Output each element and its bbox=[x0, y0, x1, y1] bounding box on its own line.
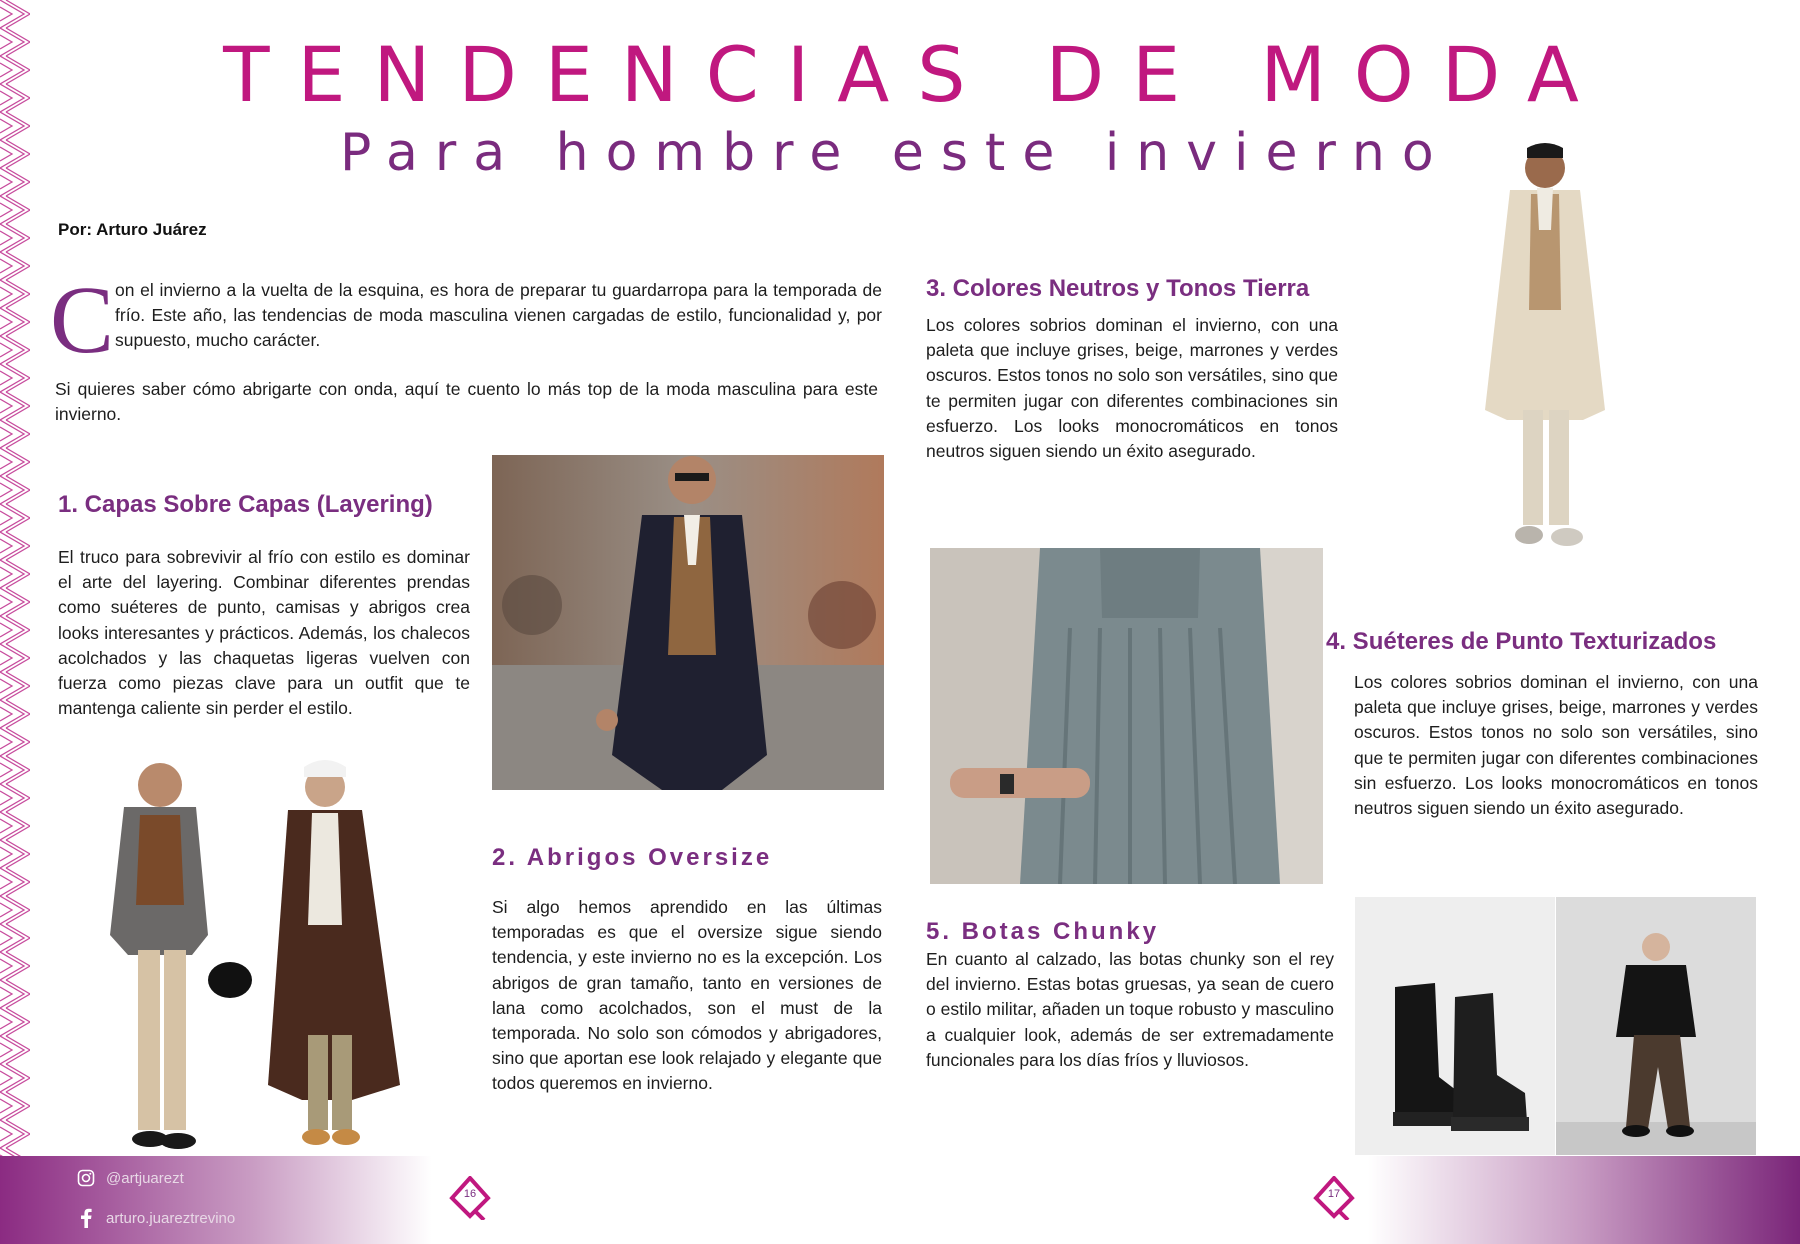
section-4-heading: 4. Suéteres de Punto Texturizados bbox=[1326, 628, 1717, 655]
section-5-heading: 5. Botas Chunky bbox=[926, 918, 1160, 945]
page-number-left-text: 16 bbox=[463, 1188, 477, 1200]
photo-man-puffer-jacket bbox=[1556, 897, 1756, 1155]
page-subtitle: Para hombre este invierno bbox=[340, 123, 1451, 183]
author-byline: Por: Arturo Juárez bbox=[58, 220, 207, 239]
photo-knit-sweater bbox=[930, 548, 1323, 884]
facebook-icon bbox=[76, 1208, 96, 1228]
page-number-right-text: 17 bbox=[1327, 1188, 1341, 1200]
zigzag-border-decoration bbox=[0, 0, 30, 1160]
drop-cap: C bbox=[50, 266, 115, 373]
page-number-right bbox=[1312, 1176, 1356, 1220]
instagram-icon bbox=[76, 1168, 96, 1188]
photo-man-trench-coat bbox=[1455, 140, 1635, 555]
intro-paragraph-2: Si quieres saber cómo abrigarte con onda, aquí te cuento lo más top de la moda masculina para este invierno. bbox=[55, 379, 878, 425]
section-5-body: En cuanto al calzado, las botas chunky son el rey del invierno. Estas botas gruesas, ya sean de cuero o estilo militar, añaden un toque robusto y masculino a cualquier look, además de ser extremadamente funcionales para los días fríos y lluviosos. bbox=[926, 949, 1334, 1070]
photo-two-men-coats bbox=[80, 755, 420, 1155]
section-3-body: Los colores sobrios dominan el invierno, con una paleta que incluye grises, beige, marrones y verdes oscuros. Estos tonos no solo son versátiles, sino que te permiten jugar con diferentes combinaciones sin esfuerzo. Los looks monocromáticos en tonos neutros siguen siendo un éxito asegurado. bbox=[926, 315, 1338, 462]
facebook-handle-text: arturo.juareztrevino bbox=[106, 1209, 236, 1227]
facebook-handle[interactable] bbox=[76, 1208, 235, 1228]
section-2-body: Si algo hemos aprendido en las últimas temporadas es que el oversize sigue siendo tendencia, y este invierno no es la excepción. Los abrigos de gran tamaño, tanto en versiones de lana como acolchados, son el must de la temporada. No solo son cómodos y abrigadores, sino que aportan ese look relajado y elegante que todos queremos en invierno. bbox=[492, 897, 882, 1094]
intro-paragraph-1: on el invierno a la vuelta de la esquina, es hora de preparar tu guardarropa para la temporada de frío. Este año, las tendencias de moda masculina vienen cargadas de estilo, funcionalidad y, por supuesto, mucho carácter. bbox=[115, 280, 882, 351]
section-2-heading: 2. Abrigos Oversize bbox=[492, 844, 773, 871]
section-1-body: El truco para sobrevivir al frío con estilo es dominar el arte del layering. Combinar diferentes prendas como suéteres de punto, camisas y abrigos crea looks interesantes y prácticos. Además, los chalecos acolchados y las chaquetas ligeras vuelven con fuerza como piezas clave para un outfit que te mantenga caliente sin perder el estilo. bbox=[58, 547, 470, 719]
section-3-heading: 3. Colores Neutros y Tonos Tierra bbox=[926, 275, 1310, 302]
page-number-left bbox=[448, 1176, 492, 1220]
page-title: TENDENCIAS DE MODA bbox=[223, 30, 1607, 119]
instagram-handle[interactable] bbox=[76, 1168, 184, 1188]
page-footer bbox=[0, 1156, 1800, 1244]
instagram-handle-text: @artjuarezt bbox=[106, 1169, 184, 1187]
section-4-body: Los colores sobrios dominan el invierno, con una paleta que incluye grises, beige, marrones y verdes oscuros. Estos tonos no solo son versátiles, sino que te permiten jugar con diferentes combinaciones sin esfuerzo. Los looks monocromáticos en tonos neutros siguen siendo un éxito asegurado. bbox=[1354, 672, 1758, 819]
photo-man-long-coat-street bbox=[492, 455, 884, 790]
photo-chunky-boots bbox=[1355, 897, 1555, 1155]
section-1-heading: 1. Capas Sobre Capas (Layering) bbox=[58, 491, 433, 518]
